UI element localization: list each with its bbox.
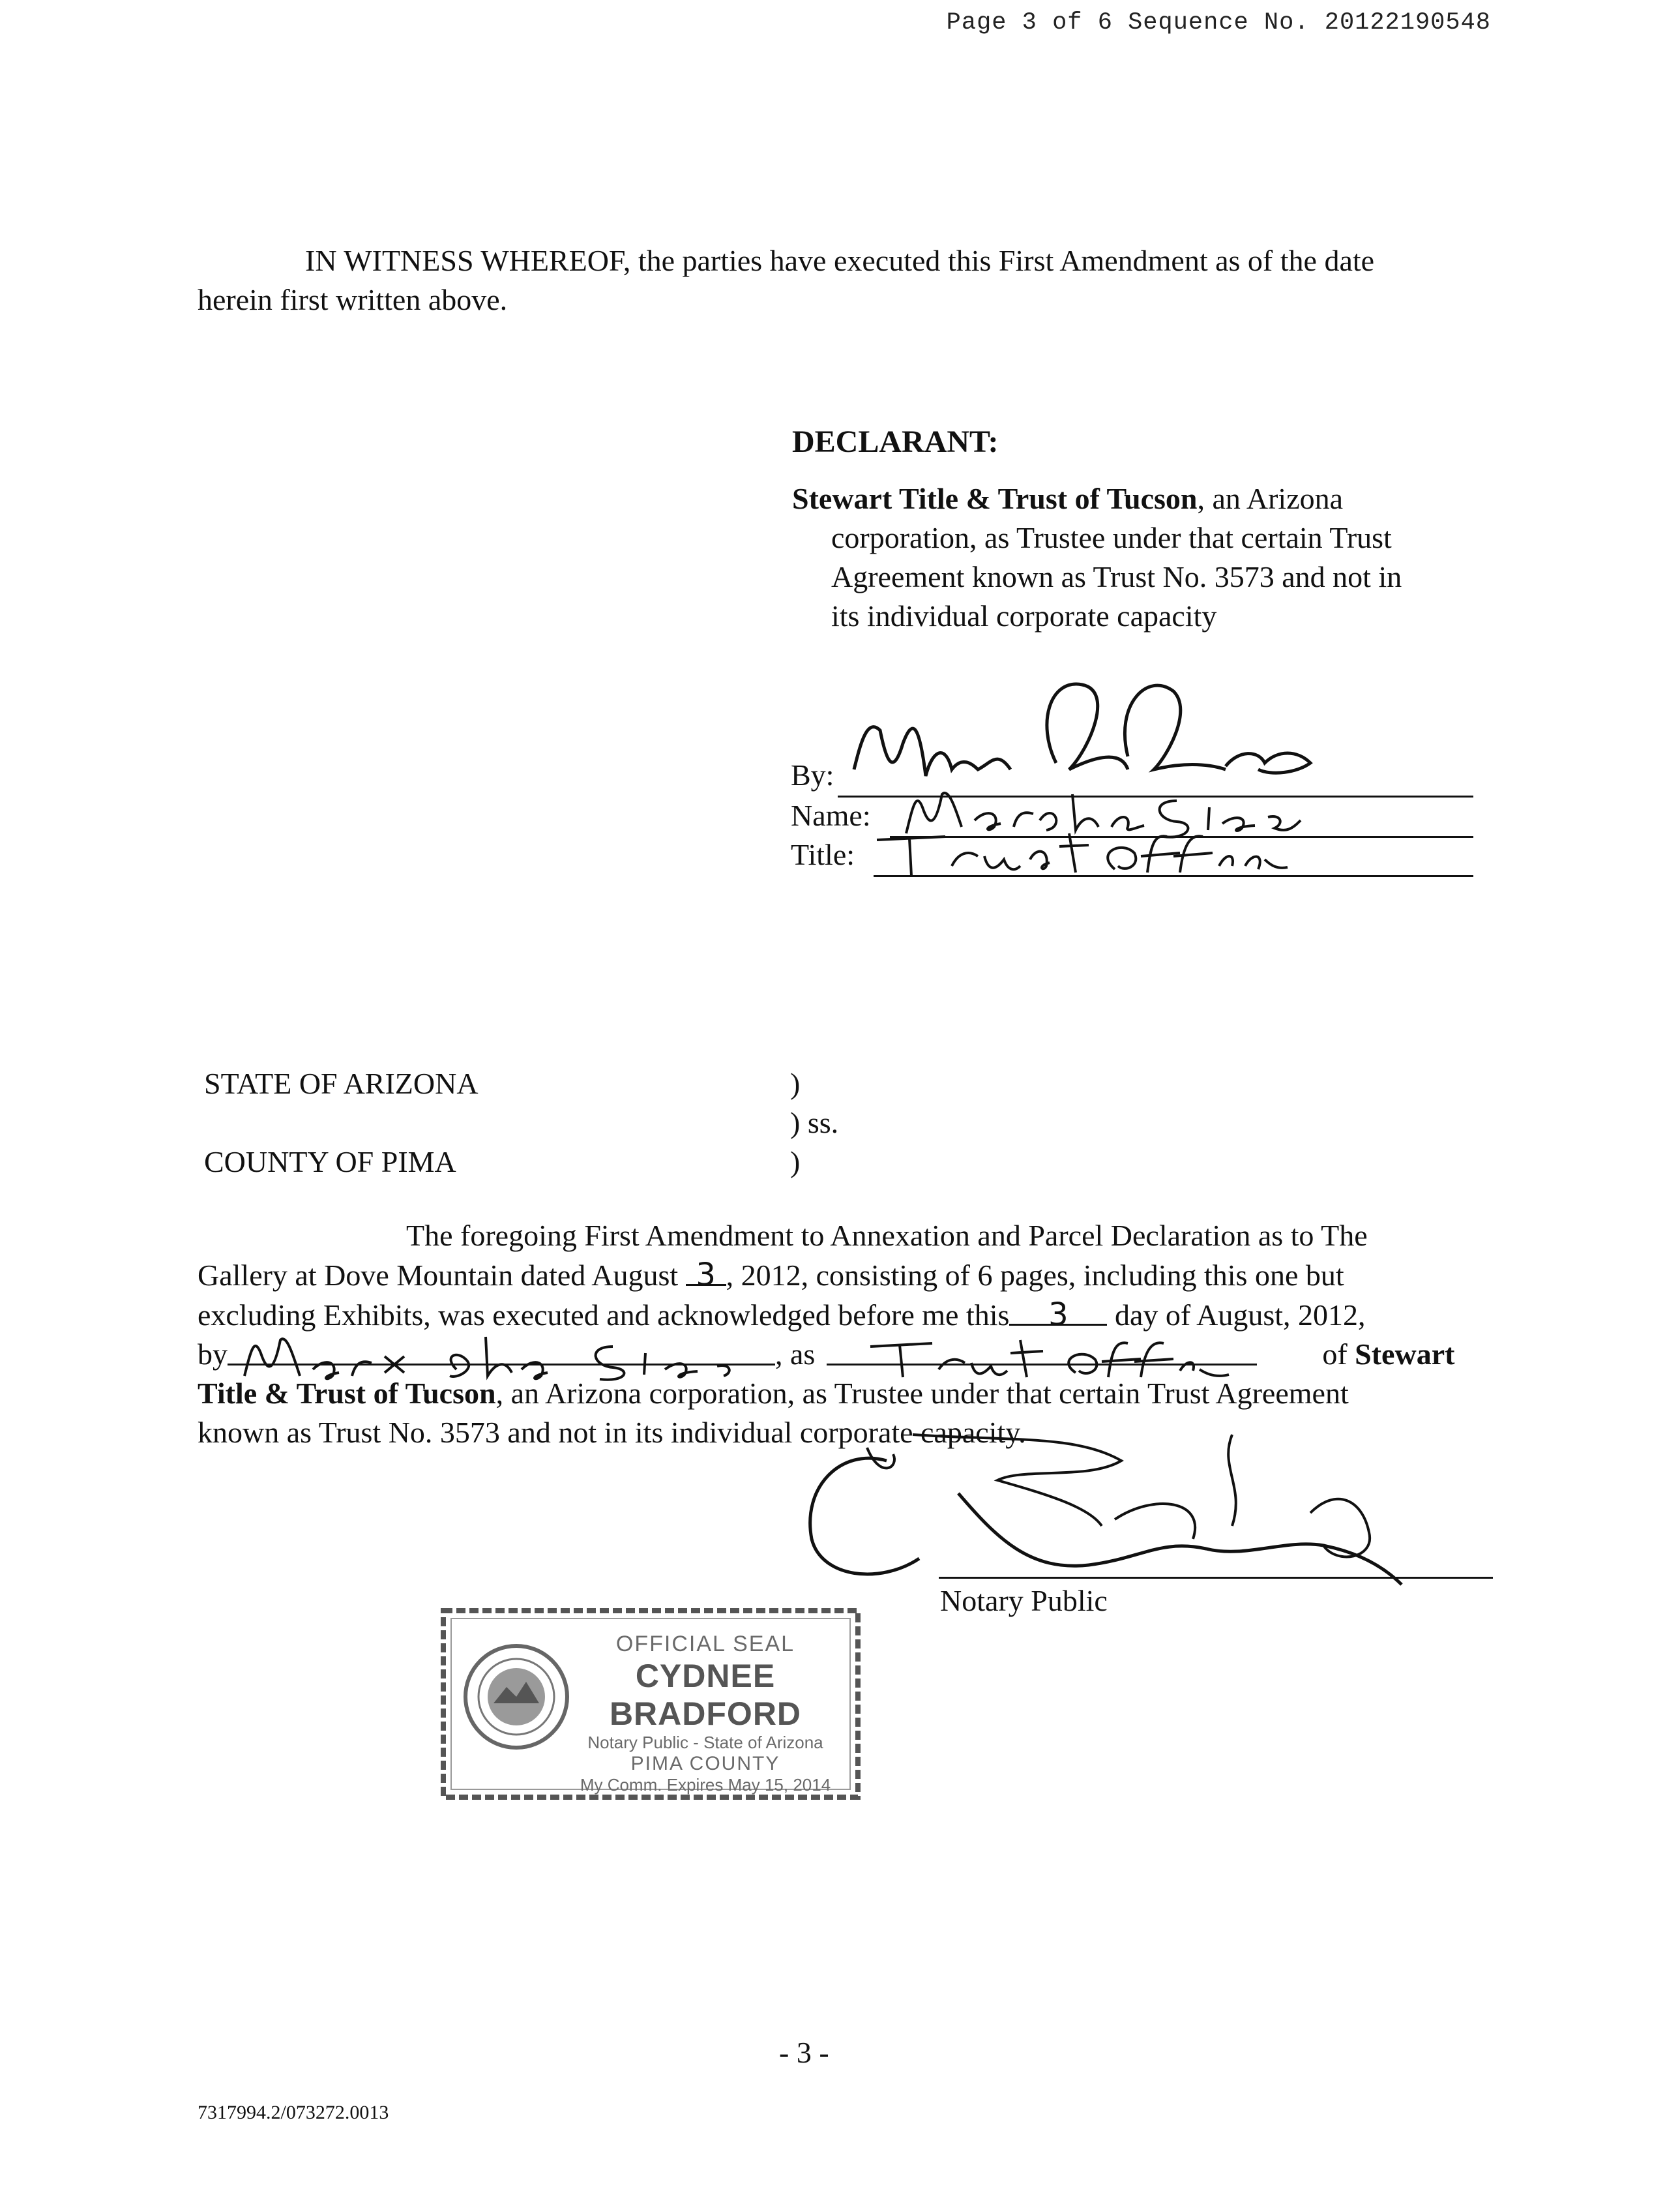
declarant-line-2: corporation, as Trustee under that certain Trust [831, 521, 1392, 554]
venue-county: COUNTY OF PIMA [204, 1145, 456, 1178]
ack-line-1: The foregoing First Amendment to Annexation and Parcel Declaration as to The [406, 1219, 1368, 1252]
venue-paren-3: ) [790, 1145, 801, 1178]
ack-line-5-entity: Title & Trust of Tucson [198, 1377, 496, 1410]
ack-line-4-entity: Stewart [1355, 1337, 1455, 1371]
arizona-state-emblem [461, 1641, 572, 1752]
venue-paren-1: ) [790, 1067, 801, 1100]
witness-paragraph [198, 241, 1495, 320]
signer-title-handwriting [874, 820, 1291, 879]
ack-line-2-a: Gallery at Dove Mountain dated August [198, 1259, 679, 1292]
venue-state: STATE OF ARIZONA [204, 1067, 479, 1100]
page-number: - 3 - [779, 2036, 829, 2069]
seal-expiration: My Comm. Expires May 15, 2014 [580, 1775, 831, 1795]
declarant-line-4: its individual corporate capacity [831, 599, 1217, 633]
seal-county: PIMA COUNTY [630, 1753, 780, 1774]
witness-line-1: IN WITNESS WHEREOF, the parties have executed this First Amendment as of the date [305, 244, 1375, 277]
ack-date-day-blank [686, 1255, 726, 1293]
ack-line-3-a: excluding Exhibits, was executed and acknowledged before me this [198, 1298, 1010, 1332]
seal-notary-name: CYDNEE BRADFORD [609, 1658, 802, 1732]
ack-title-handwriting [867, 1330, 1232, 1382]
ack-line-4-as: , as [775, 1337, 816, 1371]
ack-line-3-b: day of August, 2012, [1114, 1298, 1366, 1332]
venue-ss: ) ss. [790, 1106, 839, 1139]
ack-line-3 [198, 1295, 1495, 1335]
declarant-entity-block [792, 479, 1503, 636]
ack-line-4-by: by [198, 1337, 228, 1371]
witness-line-2: herein first written above. [198, 283, 508, 316]
declarant-line-3: Agreement known as Trust No. 3573 and not in [831, 560, 1402, 593]
ack-line-2-b: , 2012, consisting of 6 pages, including this one but [726, 1259, 1344, 1292]
official-notary-seal [438, 1605, 863, 1802]
ack-day-blank [1009, 1295, 1107, 1333]
ack-day: 3 [1048, 1296, 1068, 1333]
document-reference: 7317994.2/073272.0013 [198, 2102, 389, 2123]
name-label: Name: [791, 799, 871, 832]
ack-name-handwriting [241, 1330, 776, 1382]
declarant-entity-name: Stewart Title & Trust of Tucson [792, 482, 1198, 515]
declarant-line-1 [792, 479, 1503, 518]
title-label: Title: [791, 838, 855, 871]
ack-line-5-b: , an Arizona corporation, as Trustee under that certain Trust Agreement [495, 1377, 1349, 1410]
page-sequence-header: Page 3 of 6 Sequence No. 20122190548 [946, 9, 1491, 37]
ack-line-2 [198, 1255, 1495, 1295]
seal-official-seal: OFFICIAL SEAL [615, 1632, 795, 1656]
notary-public-label: Notary Public [940, 1584, 1108, 1617]
declarant-heading: DECLARANT: [792, 425, 999, 459]
ack-date-day: 3 [696, 1257, 716, 1293]
ack-line-4-of: of [1322, 1337, 1348, 1371]
ack-line-6: known as Trust No. 3573 and not in its individual corporate capacity. [198, 1416, 1026, 1449]
declarant-line-1-rest: , an Arizona [1197, 482, 1344, 515]
notary-signature [750, 1409, 1473, 1624]
by-label: By: [791, 758, 834, 792]
seal-notary-state: Notary Public - State of Arizona [587, 1733, 823, 1752]
